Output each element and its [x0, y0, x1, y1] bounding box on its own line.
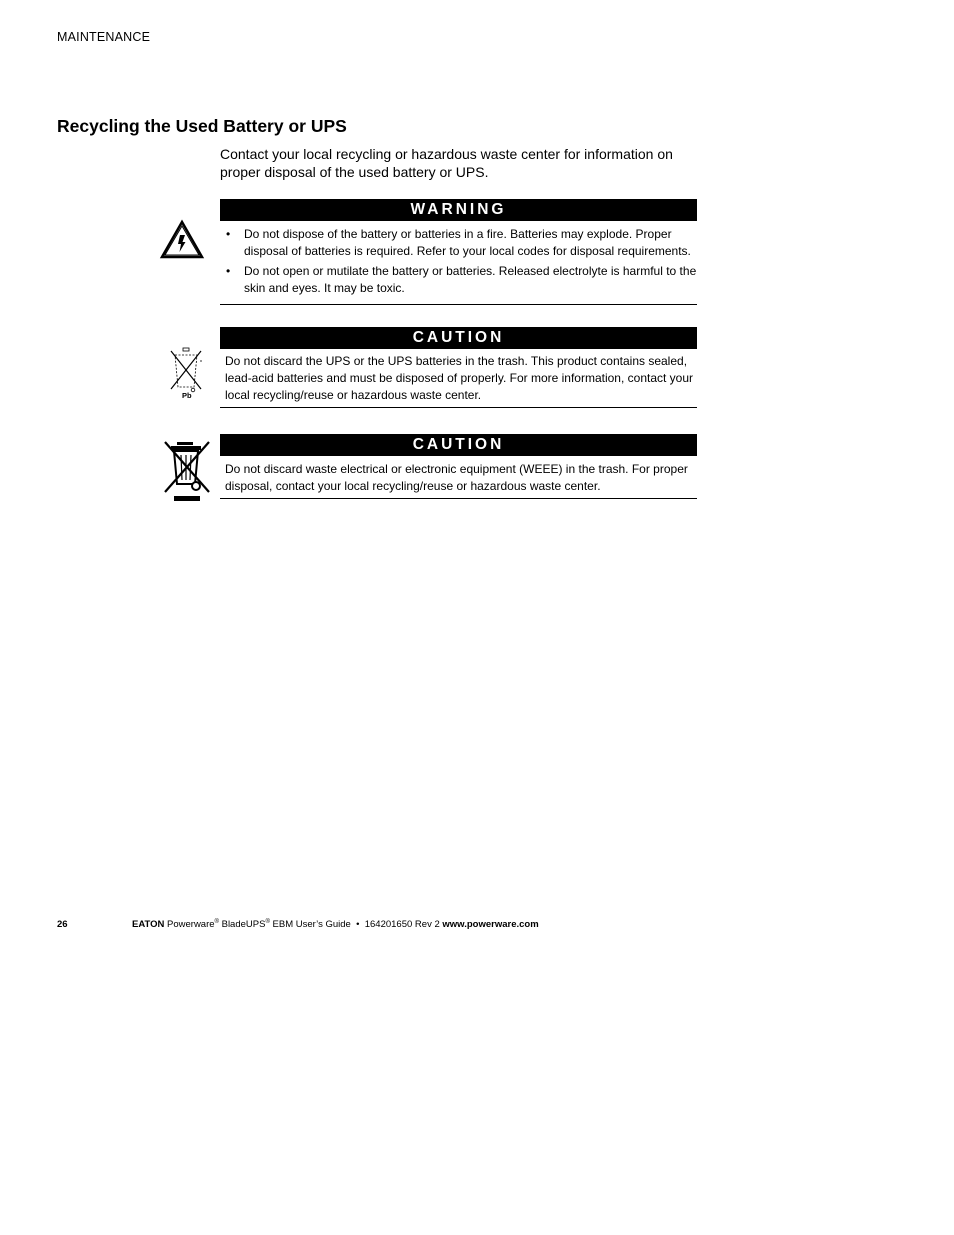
footer-url: www.powerware.com: [442, 919, 539, 931]
caution-text: Do not discard the UPS or the UPS batteries in the trash. This product contains sealed, lead-acid batteries and must be disposed of properly. For more information, contact your local recycling/reuse or hazardous waste center.: [225, 354, 694, 402]
intro-paragraph: Contact your local recycling or hazardous waste center for information on proper disposal of the used battery or UPS.: [220, 146, 673, 180]
caution-banner: CAUTION: [220, 327, 697, 349]
warning-item-text: Do not dispose of the battery or batteries in a fire. Batteries may explode. Proper disposal of batteries is required. Refer to your local codes for disposal requirements.: [244, 227, 691, 258]
footer-text: [132, 919, 539, 930]
pb-label: Pb: [182, 391, 192, 400]
caution-body: [220, 456, 697, 499]
registered-mark: ®: [265, 919, 270, 925]
footer-doc-number: 164201650 Rev 2: [364, 919, 440, 931]
warning-banner: WARNING: [220, 199, 697, 221]
section-label: MAINTENANCE: [57, 30, 151, 44]
warning-item-text: Do not open or mutilate the battery or batteries. Released electrolyte is harmful to the skin and eyes. It may be toxic.: [244, 264, 697, 295]
crossed-wheelie-bin-icon: [163, 440, 211, 504]
electrical-hazard-icon: [159, 219, 205, 260]
footer-brand: EATON: [132, 919, 165, 931]
caution-weee-notice: [220, 434, 697, 499]
footer-product: Powerware: [167, 919, 215, 931]
caution-text: Do not discard waste electrical or electronic equipment (WEEE) in the trash. For proper disposal, contact your local recycling/reuse or hazardous waste center.: [225, 462, 688, 493]
caution-banner: CAUTION: [220, 434, 697, 456]
warning-item: • Do not open or mutilate the battery or batteries. Released electrolyte is harmful to the skin and eyes. It may be toxic.: [226, 264, 697, 295]
footer-separator: •: [356, 919, 360, 931]
warning-item: • Do not dispose of the battery or batteries in a fire. Batteries may explode. Proper disposal of batteries is required. Refer to your local codes for disposal requirements.: [226, 227, 691, 258]
footer-guide: EBM User’s Guide: [272, 919, 351, 931]
footer-product: BladeUPS: [221, 919, 266, 931]
page-heading: Recycling the Used Battery or UPS: [57, 116, 347, 136]
warning-body: [220, 221, 697, 305]
page-number: 26: [57, 919, 68, 930]
caution-battery-notice: [220, 327, 697, 408]
caution-body: [220, 349, 697, 408]
registered-mark: ®: [214, 919, 219, 925]
warning-notice: [220, 199, 697, 305]
